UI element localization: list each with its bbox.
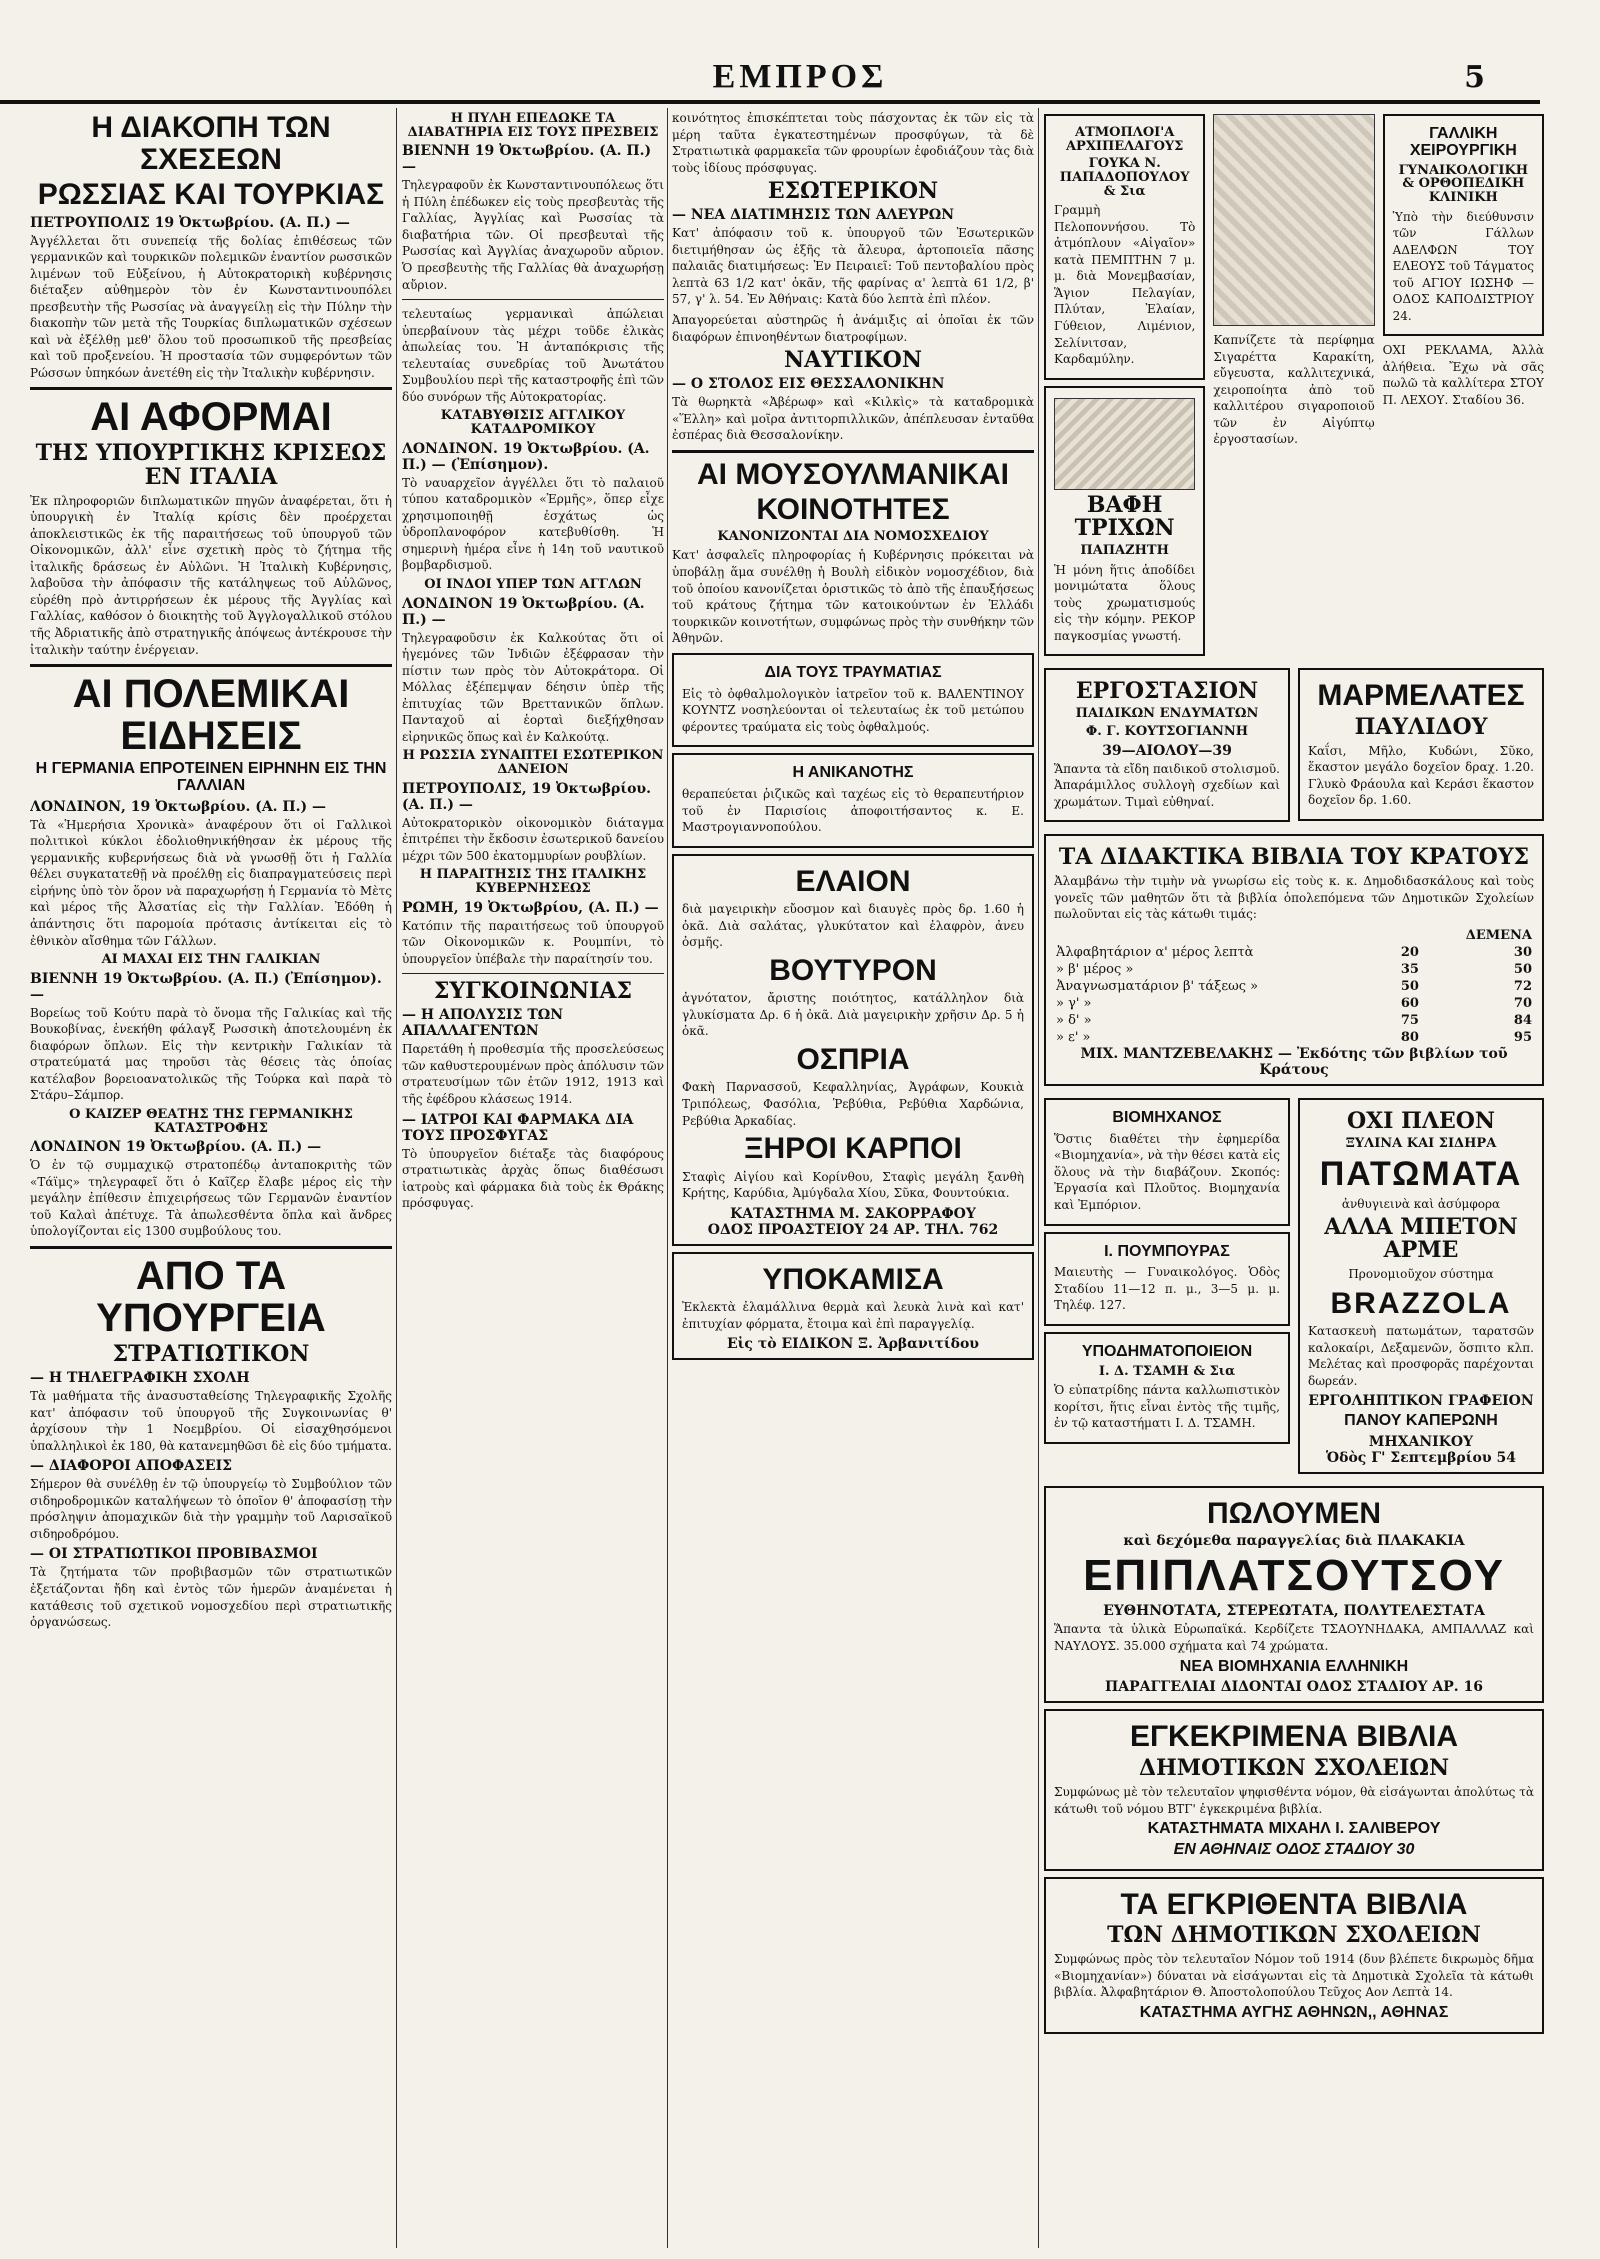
ad-shop: ΚΑΤΑΣΤΗΜΑ ΑΥΓΗΣ ΑΘΗΝΩΝ,, ΑΘΗΝΑΣ [1139,2003,1449,2021]
column-divider [667,108,668,2248]
table-header-cell: ΔΕΜΕΝΑ [1465,927,1532,943]
ad-title: ΑΛΛΑ ΜΠΕΤΟΝ ΑΡΜΕ [1324,1214,1518,1264]
ad-plakakia [1044,1486,1544,1703]
column-4-ads [1044,108,1544,2248]
ad-text: Συμφώνως μὲ τὸν τελευταῖον ψηφισθέντα νόμον, θὰ εἰσάγωνται ἀπολύτως τὰ κάτωθι τοῦ νόμου ΒΤΓ' ἐγκεκριμένα βιβλία. [1054,1784,1534,1816]
article-text: Βορείως τοῦ Κούτυ παρὰ τὸ ὄνομα τῆς Γαλικίας καὶ τῆς Βουκοβίνας, ἐνεκήθη φάλαγξ Ρωσσικὴ ἀποτελουμένη ἐκ διαφόρων ὅπλων. Εἰς τὴν κεντρικὴν Γαλικίαν τὰ στρατεύματά μας τηροῦσι τὰς θέσεις τὰς ὁποίας κατέλαβον βορειοανατολικῶς τῆς Τούρκα καὶ παρὰ τὸ Στάρυ–Σάμπορ. [30,1005,392,1103]
row-price-bound: 70 [1513,995,1532,1011]
subsection-title: — ΔΙΑΦΟΡΟΙ ΑΠΟΦΑΣΕΙΣ [30,1458,233,1475]
ad-subtitle: ΓΟΥΚΑ Ν. ΠΑΠΑΔΟΠΟΥΛΟΥ & Σια [1059,156,1190,199]
ad-subtitle: ΕΥΘΗΝΟΤΑΤΑ, ΣΤΕΡΕΩΤΑΤΑ, ΠΟΛΥΤΕΛΕΣΤΑΤΑ [1103,1603,1485,1620]
ad-text: Ἀλαμβάνω τὴν τιμὴν νὰ γνωρίσω εἰς τοὺς κ. κ. Δημοδιδασκάλους καὶ τοὺς γονεῖς τῶν μαθητῶν ὅτι τὰ βιβλία ὁπολεπόμενα τῶν Δημοτικῶν Σχολείων πωλοῦνται εἰς τὰς κάτωθι τιμάς: [1054,874,1534,922]
ad-ypodimatopoieion [1044,1332,1290,1444]
article-text: Ἀγγέλλεται ὅτι συνεπείᾳ τῆς δολίας ἐπιθέσεως τῶν γερμανικῶν καὶ τουρκικῶν πολεμικῶν ἐναντίον ρωσσικῶν λιμένων τοῦ Εὐξείνου, ἡ Αὐτοκρατορικὴ κυβέρνησις διέταξεν αὐθημερὸν τὸν ἐν Κωνσταντινουπόλει πρεσβευτὴν τῆς Ρωσσίας νὰ ἀναγγείλῃ εἰς τὴν Πύλην τὴν διακοπὴν τῶν μετὰ τῆς Τουρκίας διπλωματικῶν σχέσεων καὶ νὰ ἐξέλθῃ μεθ' ὅλου τοῦ προσωπικοῦ τῆς πρεσβείας καὶ τοῦ προξενείου. Ἡ προστασία τῶν συμφερόντων τῶν Ρώσσων ὑπηκόων ἀνετέθη εἰς τὴν Ἰταλικὴν κυβέρνησιν. [30,233,392,380]
ads-third-row [1044,1092,1544,1480]
section-stratiotikon: ΣΤΡΑΤΙΩΤΙΚΟΝ [112,1340,310,1367]
ad-galliki-kliniki [1383,114,1544,336]
row-price-bound: 50 [1513,961,1532,977]
dateline: ΛΟΝΔΙΝΟΝ. 19 Ὀκτωβρίου. (Α. Π.) — (Ἐπίσημον). [402,440,650,473]
subsection-title: — ΙΑΤΡΟΙ ΚΑΙ ΦΑΡΜΑΚΑ ΔΙΑ ΤΟΥΣ ΠΡΟΣΦΥΓΑΣ [402,1111,634,1144]
column-divider [396,108,397,2248]
ad-subtitle: ΠΑΥΛΙΔΟΥ [1354,713,1488,740]
column-divider [1038,108,1039,2248]
ad-didaktika-vivlia [1044,834,1544,1086]
ad-subtitle: ΔΗΜΟΤΙΚΩΝ ΣΧΟΛΕΙΩΝ [1138,1754,1450,1781]
ad-text: διὰ μαγειρικὴν εὔοσμον καὶ διαυγὲς πρὸς δρ. 1.60 ἡ ὀκᾶ. Διὰ σαλάτας, γλυκύτατον καὶ ἐλαφρὸν, ἀνευ ὀσμῆς. [682,902,1024,950]
table-header [1054,927,1534,944]
ad-text: Ἐκλεκτὰ ἐλαμάλλινα θερμὰ καὶ λευκὰ λινὰ καὶ κατ' ἐπιτυχίαν φόρματα, ἔτοιμα καὶ ἐπὶ παραγγελίᾳ. [682,1300,1024,1331]
article-text: κοινότητος ἐπισκέπτεται τοὺς πάσχοντας ἐκ τῶν εἰς τὰ μέρη ταῦτα ἐγκατεστημένων προσφύγων, τὰ δὲ Στρατιωτικὰ φαρμακεῖα τῶν φρουρίων ἐφοδιάζουν τὰς διὰ τοὺς ἰδίους πρόσφυγας. [672,111,1034,175]
ad-title: ΟΧΙ ΠΛΕΟΝ [1346,1107,1496,1134]
ad-big-word: ΕΠΙΠΛΑΤΣΟΥΤΣΟΥ [1083,1551,1505,1601]
woman-portrait-illustration [1054,398,1195,490]
dateline: ΛΟΝΔΙΝΟΝ 19 Ὀκτωβρίου. (Α. Π.) — [402,595,645,628]
ad-viomichanos [1044,1098,1290,1226]
article-text: Τὰ ζητήματα τῶν προβιβασμῶν τῶν στρατιωτικῶν ἐξετάζονται ἤδη καὶ ἐντὸς τῶν ἡμερῶν ἀναμένεται ἡ κατάθεσις τοῦ σχετικοῦ νομοσχεδίου περὶ στρατιωτικῆς ὀργανώσεως. [30,1565,392,1630]
headline-aformai: ΑΙ ΑΦΟΡΜΑΙ [90,395,332,440]
ad-ergostasion [1044,668,1290,822]
ad-text: Καΐσι, Μῆλο, Κυδώνι, Σῦκο, ἕκαστον μεγάλο δοχεῖον δραχ. 1.20. Γλυκὸ Φράουλα καὶ Κεράσι ἕκαστον δοχεῖον δρ. 1.60. [1308,743,1534,808]
article-text: Ἀπαγορεύεται αὐστηρῶς ἡ ἀνάμιξις αἱ ὁποῖαι ἐκ τῶν διαφόρων ἐπινοηθέντων διατροφίμων. [672,313,1034,344]
row-price-bound: 84 [1513,1012,1532,1028]
ad-address: ΟΔΟΣ ΠΡΟΑΣΤΕΙΟΥ 24 ΑΡ. ΤΗΛ. 762 [707,1221,999,1238]
ad-text: Κατασκευὴ πατωμάτων, ταρατσῶν καλοκαίρι, Δεξαμενῶν, ὅσπιτο κλπ. Μελέτας καὶ προσφορᾶς παρέχονται δωρεάν. [1308,1324,1534,1388]
section-rule [30,664,392,667]
ad-address: ΕΝ ΑΘΗΝΑΙΣ ΟΔΟΣ ΣΤΑΔΙΟΥ 30 [1173,1840,1415,1858]
article-text: τελευταίως γερμανικαὶ ἀπώλειαι ὑπερβαίνουν τὰς μέχρι τοῦδε ἐλικὰς ἀπωλείας του. Ἡ ἀνταπόκρισις τῆς τελευταίας συνεδρίας τοῦ Ἀνωτάτου Συμβουλίου περὶ τῆς καταστροφῆς ἐπὶ τῶν δύο συνόρων τῆς Αὐτοκρατορίας. [402,307,664,404]
cigarette-ad-illustration [1213,114,1374,326]
headline-kanonizontai: ΚΑΝΟΝΙΖΟΝΤΑΙ ΔΙΑ ΝΟΜΟΣΧΕΔΙΟΥ [717,528,989,544]
row-price: 50 [1400,978,1419,994]
dateline: ΠΕΤΡΟΥΠΟΛΙΣ, 19 Ὀκτωβρίου. (Α. Π.) — [402,780,652,813]
table-row [1054,978,1534,995]
dateline: ΠΕΤΡΟΥΠΟΛΙΣ 19 Ὀκτωβρίου. (Α. Π.) — [30,214,350,231]
ad-title: ΤΑ ΕΓΚΡΙΘΕΝΤΑ ΒΙΒΛΙΑ [1120,1887,1468,1921]
ad-text: Φακὴ Παρνασσοῦ, Κεφαλληνίας, Ἀγράφων, Κουκιὰ Τριπόλεως, Φασόλια, Ῥεβύθια, Ρεβύθια Χαρδώνια, Ρεβύθια Ἀρκαδίας. [682,1080,1024,1128]
ad-egkrithenta-vivlia [1044,1877,1544,2034]
headline-ypourgeia: ΑΠΟ ΤΑ ΥΠΟΥΡΓΕΙΑ [96,1253,326,1340]
article-text: Τὰ «Ἡμερήσια Χρονικὰ» ἀναφέρουν ὅτι οἱ Γαλλικοὶ πολιτικοὶ κύκλοι ἐδολιοθηνικήθησαν ἐκ μέρους τῆς γερμανικῆς κυβερνήσεως διὰ νὰ γνωσθῇ ὅτι ἡ Γαλλία θέλει συγκατατεθῇ νὰ προέλθῃ εἰς διαπραγματεύσεις περὶ εἰρήνης ὑπὸ τὸν ὅρον νὰ παραχωρήσῃ ἡ Γερμανία τὸ Μὲτς καὶ μέρος τῆς Ἀλσατίας εἰς τὴν Γαλλίαν. Ἐδόθη ἡ ἀπάντησις ὅτι παρομοία πρότασις ἀντίκειται εἰς τὸ ἐθνικὸν αἴσθημα τῶν Γάλλων. [30,817,392,948]
price-table [1054,927,1534,1046]
article-text: Παρετάθη ἡ προθεσμία τῆς προσελεύσεως τῶν καθυστερουμένων πρὸς ἀπόλυσιν τῶν στρατευσίμων τῶν ἐτῶν 1912, 1913 καὶ τῆς ἐφέδρου κλάσεως 1914. [402,1042,664,1106]
subheadline: Ο ΚΑΙΖΕΡ ΘΕΑΤΗΣ ΤΗΣ ΓΕΡΜΑΝΙΚΗΣ ΚΑΤΑΣΤΡΟΦΗΣ [69,1106,353,1136]
ad-text: Ἅπαντα τὰ ὑλικὰ Εὐρωπαϊκά. Κερδίζετε ΤΣΑΟΥΝΗΔΑΚΑ, ΑΜΠΑΛΛΑΖ καὶ ΝΑΥΛΟΥΣ. 35.000 σχήματα καὶ 74 χρώματα. [1054,1622,1534,1654]
ad-text: ἀγνότατον, ἄριστης ποιότητος, κατάλληλον διὰ γλυκίσματα Δρ. 6 ἡ ὀκᾶ. Διὰ μαγειρικὴν χρῆσιν Δρ. 5 ἡ ὀκᾶ. [682,991,1024,1039]
ad-title: ΞΗΡΟΙ ΚΑΡΠΟΙ [744,1132,962,1166]
ad-title: ΕΡΓΟΣΤΑΣΙΟΝ [1075,678,1259,705]
headline-diakopi: Η ΔΙΑΚΟΠΗ ΤΩΝ ΣΧΕΣΕΩΝ [91,111,331,176]
headline-diakopi-sub: ΡΩΣΣΙΑΣ ΚΑΙ ΤΟΥΡΚΙΑΣ [37,178,385,211]
column-2 [402,108,664,2248]
table-row [1054,961,1534,978]
ad-title: ΒΑΦΗ ΤΡΙΧΩΝ [1074,491,1175,541]
ad-anikanotis [672,753,1034,847]
article-text: Κατ' ἀσφαλεῖς πληροφορίας ἡ Κυβέρνησις πρόκειται νὰ ὑποβάλῃ ἅμα συνέλθῃ ἡ Βουλὴ εἰδικὸν νομοσχέδιον, διὰ τοῦ ὁποίου κανονίζεται ὁριστικῶς τὸ ἀπὸ τῆς ἐπαυξήσεως τοῦ κράτους ζήτημα τῶν κατοικούντων ἐν Ἑλλάδι τουρκικῶν κοινοτήτων, συμφώνως πρὸς τὴν συνθήκην τῶν Ἀθηνῶν. [672,548,1034,646]
row-price: 60 [1400,995,1419,1011]
ad-text: Καπνίζετε τὰ περίφημα Σιγαρέττα Καρακίτη, εὔγευστα, καλλιτεχνικά, χειροποίητα ἀπὸ τοῦ καλλιτέρου σιγαροποιοῦ τῶν ἐν Αἰγύπτῳ ἐργοστασίων. [1213,333,1375,447]
ad-text: Σταφὶς Αἰγίου καὶ Κορίνθου, Σταφὶς μεγάλη ξανθὴ Κρήτης, Καρύδια, Ἀμύγδαλα Χίου, Σῦκα, Φουντούκια. [682,1169,1024,1201]
ad-subtitle: ΠΑΠΑΖΗΤΗ [1080,542,1169,558]
subheadline: ΑΙ ΜΑΧΑΙ ΕΙΣ ΤΗΝ ΓΑΛΙΚΙΑΝ [101,952,321,968]
ad-text: Ὑπὸ τὴν διεύθυνσιν τῶν Γάλλων ΑΔΕΛΦΩΝ ΤΟΥ ΕΛΕΟΥΣ τοῦ Τάγματος τοῦ ΑΓΙΟΥ ΙΩΣΗΦ — ΟΔΟΣ ΚΑΠΟΔΙΣΤΡΙΟΥ 24. [1392,209,1534,323]
ad-vafi-trichon [1044,386,1205,657]
ad-title: ΒΙΟΜΗΧΑΝΟΣ [1112,1108,1222,1126]
page-number: 5 [1464,60,1485,95]
row-price-bound: 30 [1513,944,1532,960]
subsection-title: — Η ΑΠΟΛΥΣΙΣ ΤΩΝ ΑΠΑΛΛΑΓΕΝΤΩΝ [402,1007,564,1040]
ads-second-row [1044,662,1544,828]
ad-shop: ΚΑΤΑΣΤΗΜΑΤΑ ΜΙΧΑΗΛ Ι. ΣΑΛΙΒΕΡΟΥ [1147,1820,1441,1838]
ad-footer: ΠΑΡΑΓΓΕΛΙΑΙ ΔΙΔΟΝΤΑΙ ΟΔΟΣ ΣΤΑΔΙΟΥ ΑΡ. 16 [1105,1679,1483,1696]
section-sygkoinonias: ΣΥΓΚΟΙΝΩΝΙΑΣ [433,978,633,1005]
ad-subtitle: ΤΩΝ ΔΗΜΟΤΙΚΩΝ ΣΧΟΛΕΙΩΝ [1107,1922,1481,1949]
notice-traumatias [672,653,1034,747]
article-text: Σήμερον θὰ συνέλθῃ ἐν τῷ ὑπουργείῳ τὸ Συμβούλιον τῶν σιδηροδρομικῶν καταλήψεων τὸ ὁποῖον θ' ἀποφασίσῃ τὴν πρόσληψιν ἀπομαχικῶν διὰ τὴν γραμμὴν τοῦ Λαρισαϊκοῦ σιδηροδρόμου. [30,1477,392,1541]
section-rule [30,387,392,390]
ad-title: ΜΑΡΜΕΛΑΤΕΣ [1317,679,1525,713]
ad-title: ΓΑΛΛΙΚΗ ΧΕΙΡΟΥΡΓΙΚΗ [1409,125,1517,159]
ad-role: ΜΗΧΑΝΙΚΟΥ [1368,1433,1474,1450]
notice-text: Εἰς τὸ ὀφθαλμολογικὸν ἰατρεῖον τοῦ κ. ΒΑΛΕΝΤΙΝΟΥ ΚΟΥΝΤΖ νοσηλεύονται οἱ τελευταίως ἐκ τοῦ μετώπου φέροντες τραύματα εἰς τοὺς ὀφθαλμούς. [682,686,1024,734]
section-rule [672,450,1034,453]
row-price: 35 [1400,961,1419,977]
table-row [1054,1012,1534,1029]
ad-text: Μαιευτὴς — Γυναικολόγος. Ὁδὸς Σταδίου 11—12 π. μ., 3—5 μ. μ. Τηλέφ. 127. [1054,1265,1280,1313]
column-3 [672,108,1034,2248]
ad-text: Συμφώνως πρὸς τὸν τελευταῖον Νόμον τοῦ 1914 (δυν βλέπετε δικρωμὸς δῆμα «Βιομηχανίαν») δύναται νὰ εἰσάγωνται εἰς τὰ Δημοτικὰ Σχολεῖα τὰ κάτωθι βιβλία. Ἀλφαβητάριον Θ. Ἀποστολοπούλου Τεῦχος Αον Λεπτὰ 14. [1054,1952,1534,2000]
ad-title: ΑΤΜΟΠΛΟΙ'Α ΑΡΧΙΠΕΛΑΓΟΥΣ [1065,125,1184,154]
subsection-title: — ΟΙ ΣΤΡΑΤΙΩΤΙΚΟΙ ΠΡΟΒΙΒΑΣΜΟΙ [30,1546,318,1563]
row-label: » β' μέρος » [1056,961,1134,977]
headline-paraitisis: Η ΠΑΡΑΙΤΗΣΙΣ ΤΗΣ ΙΤΑΛΙΚΗΣ ΚΥΒΕΡΝΗΣΕΩΣ [419,867,647,896]
row-price: 80 [1400,1029,1419,1045]
headline-koinotites: ΚΟΙΝΟΤΗΤΕΣ [756,493,950,527]
dateline: ΛΟΝΔΙΝΟΝ, 19 Ὀκτωβρίου. (Α. Π.) — [30,798,327,815]
ad-atmoploia [1044,114,1205,380]
dateline: ΒΙΕΝΝΗ 19 Ὀκτωβρίου. (Α. Π.) (Ἐπίσημον). — [30,970,382,1003]
ad-subtitle: ΠΑΙΔΙΚΩΝ ΕΝΔΥΜΑΤΩΝ [1075,706,1259,722]
row-price-bound: 95 [1513,1029,1532,1045]
row-label: Ἀναγνωσματάριον β' τάξεως » [1056,978,1259,994]
table-row [1054,944,1534,961]
ad-subtitle: ΞΥΛΙΝΑ ΚΑΙ ΣΙΔΗΡΑ [1345,1136,1497,1152]
ad-title: ΟΣΠΡΙΑ [796,1042,910,1076]
ad-marmelates [1298,668,1544,821]
article-text: Ὁ ἐν τῷ συμμαχικῷ στρατοπέδῳ ἀνταποκριτὴς τῶν «Τάϊμς» τηλεγραφεῖ ὅτι ὁ Καῖζερ ἔλαβε μέρος εἰς τὴν μεγάλην ἐπίθεσιν ἐπιχειρήσεως τῶν Γερμανῶν ἐναντίον τοῦ Καλαὶ ἀπέτυχε. Τὰ ἀπωλεσθέντα ὅπλα καὶ ἄνδρες ὑπολογίζονται εἰς 1300 συμβούλους του. [30,1158,392,1239]
ad-subtitle: ΓΥΝΑΙΚΟΛΟΓΙΚΗ & ΟΡΘΟΠΕΔΙΚΗ ΚΛΙΝΙΚΗ [1398,162,1529,205]
ad-patomata [1298,1098,1544,1474]
masthead-rule [0,100,1540,104]
table-row [1054,995,1534,1012]
article-text: Τὸ ναυαρχεῖον ἀγγέλλει ὅτι τὸ παλαιοῦ τύπου καταδρομικὸν «Ἑρμῆς», ὅπερ εἶχε χρησιμοποιηθῇ ἐσχάτως ὡς ὑδροπλανοφόρον κατεβυθίσθη. Ἡ σημερινὴ ἡμέρα εἶνε ἡ 14η τοῦ ναυτικοῦ βομβαρδισμοῦ. [402,475,664,573]
row-price-bound: 72 [1513,978,1532,994]
ad-title: ΥΠΟΔΗΜΑΤΟΠΟΙΕΙΟΝ [1081,1342,1253,1360]
ad-text: Ἡ μόνη ἥτις ἀποδίδει μονιμώτατα ὅλους τοὺς χρωματισμούς εἰς τὴν κόμην. ΡΕΚΟΡ παγκοσμίας γνωστή. [1054,562,1196,643]
ad-subtitle: Προνομιοῦχον σύστημα [1348,1267,1494,1282]
article-text: Τὰ θωρηκτὰ «Ἀβέρωφ» καὶ «Κιλκὶς» τὰ καταδρομικὰ «Ἕλλη» καὶ μοῖρα ἀντιτορπιλλικῶν, ἀπέπλευσαν ἐνταῦθα ἐσπέρας διὰ Θεσσαλονίκην. [672,395,1034,443]
ad-shop: ΚΑΤΑΣΤΗΜΑ Μ. ΣΑΚΟΡΡΑΦΟΥ [730,1205,976,1222]
ad-food-store [672,854,1034,1246]
headline-katavythisis: ΚΑΤΑΒΥΘΙΣΙΣ ΑΓΓΛΙΚΟΥ ΚΑΤΑΔΡΟΜΙΚΟΥ [440,408,626,438]
ad-title: ΒΟΥΤΥΡΟΝ [769,953,937,987]
ad-title: ΤΑ ΔΙΔΑΚΤΙΚΑ ΒΙΒΛΙΑ ΤΟΥ ΚΡΑΤΟΥΣ [1058,844,1530,871]
row-label: » δ' » [1056,1012,1092,1028]
ad-subtitle: Ι. Δ. ΤΣΑΜΗ & Σια [1098,1363,1236,1379]
article-text: Τὸ ὑπουργεῖον διέταξε τὰς διαφόρους στρατιωτικὰς ἀρχὰς ὅπως διαθέσωσι ἰατροὺς καὶ φάρμακα διὰ τοὺς ἐκ Θράκης πρόσφυγας. [402,1146,664,1211]
section-rule [30,1246,392,1249]
ad-poumpouras [1044,1232,1290,1326]
ad-text: ΟΧΙ ΡΕΚΛΑΜΑ, Ἀλλὰ ἀλήθεια. Ἔχω νὰ σᾶς πωλῶ τὰ καλλίτερα ΣΤΟΥ Π. ΛΕΧΟΥ. Σταδίου 36. [1382,343,1544,407]
article-text: Τὰ μαθήματα τῆς ἀνασυσταθείσης Τηλεγραφικῆς Σχολῆς κατ' ἀπόφασιν τοῦ ὑπουργοῦ τῆς Συγκοινωνίας θ' ἀρχίσουν τὴν 1 Νοεμβρίου. Οἱ εἰσαχθησόμενοι ὑπαλληλικοὶ ἐκ 180, θὰ κατανεμηθῶσι δὲ εἰς δύο τμήματα. [30,1389,392,1453]
row-label: » γ' » [1056,995,1092,1011]
headline-mousoulmanikai: ΑΙ ΜΟΥΣΟΥΛΜΑΝΙΚΑΙ [697,457,1009,491]
ad-office: ΕΡΓΟΛΗΠΤΙΚΟΝ ΓΡΑΦΕΙΟΝ [1308,1393,1534,1410]
ad-address: Ὁδὸς Γ' Σεπτεμβρίου 54 [1326,1449,1516,1466]
section-naftikon: ΝΑΥΤΙΚΟΝ [784,347,922,374]
dateline: ΒΙΕΝΝΗ 19 Ὀκτωβρίου. (Α. Π.) — [402,143,652,176]
ad-shop: Εἰς τὸ ΕΙΔΙΚΟΝ Ξ. Ἀρβανιτίδου [726,1336,980,1353]
ad-text: θεραπεύεται ῥιζικῶς καὶ ταχέως εἰς τὸ θεραπευτήριον τοῦ ἐν Παρισίοις ἀποφοιτήσαντος κ. Ε. Μαστρογιαννοπούλου. [682,787,1024,835]
article-text: Αὐτοκρατορικὸν οἰκονομικὸν διάταγμα ἐπιτρέπει τὴν ἔκδοσιν ἐσωτερικοῦ δανείου μέχρι τῶν 500 ἑκατομμυρίων ρουβλίων. [402,815,664,863]
article-text: Ἐκ πληροφοριῶν διπλωματικῶν πηγῶν ἀναφέρεται, ὅτι ἡ ὑπουργικὴ ἐν Ἰταλίᾳ κρίσις δὲν προέρχεται ἀποκλειστικῶς ἐκ τῆς παραιτήσεως τοῦ ὑπουργοῦ τῶν Οἰκονομικῶν, ἀλλ' εἶνε σχετικὴ πρὸς τὸ ζήτημα τῆς ἰταλικῆς δράσεως ἐν Αὐλῶνι. Ἡ Ἰταλικὴ Κυβέρνησις, λαβοῦσα τὴν ἀπόφασιν τῆς κατάληψεως τοῦ Αὐλῶνος, εὑρέθη πρὸ ἀντιρρήσεων ἐκ μέρους τῆς Ἀγγλίας καὶ Γαλλίας, καθόσον ὁ διοικητὴς τοῦ Ἀγγλογαλλικοῦ στόλου τῆς Ἀδριατικῆς ἀπὸ στρατηγικῆς ἀπόψεως ἀντέκρουσε τὴν ἰταλικὴν ταύτην ἐνέργειαν. [30,493,392,657]
row-price: 20 [1400,944,1419,960]
article-text: Τηλεγραφοῦσιν ἐκ Καλκούτας ὅτι οἱ ἡγεμόνες τῶν Ἰνδιῶν ἐξέφρασαν τὴν πίστιν των πρὸς τὸν Αὐτοκράτορα. Οἱ Μόλλας ἐξέπεμψαν δέησιν ὑπὲρ τῆς ἐπιτυχίας τῶν Βρεττανικῶν ὅπλων. Πανταχοῦ αἱ ἑορταὶ διεξήχθησαν εἰρηνικῶς ὅπως καὶ ἐν Καλκούτᾳ. [402,630,664,744]
headline-indoi: ΟΙ ΙΝΔΟΙ ΥΠΕΡ ΤΩΝ ΑΓΓΛΩΝ [424,576,642,592]
subsection-title: — Η ΤΗΛΕΓΡΑΦΙΚΗ ΣΧΟΛΗ [30,1370,250,1387]
subsection-title: — ΝΕΑ ΔΙΑΤΙΜΗΣΙΣ ΤΩΝ ΑΛΕΥΡΩΝ [672,207,954,224]
row-label: Ἀλφαβητάριον α' μέρος λεπτὰ [1056,944,1254,960]
article-text: Κατ' ἀπόφασιν τοῦ κ. ὑπουργοῦ τῶν Ἐσωτερικῶν διετιμήθησαν ὡς ἑξῆς τὰ ἄλευρα, ἀρτοποιεῖα πᾶσης παλαιᾶς διατιμήσεως: Ἐν Πειραιεῖ: Τοῦ πεντοβαλίου πρὸς λεπτὰ 63 1/2 κατ' ὀκᾶν, τῆς φαρίνας α' λεπτὰ 61 1/2, β' 57, γ' λ. 54. Ἐν Ἀθήναις: Κατὰ δύο λεπτὰ ἐπὶ πλέον. [672,226,1034,307]
headline-daneion: Η ΡΩΣΣΙΑ ΣΥΝΑΠΤΕΙ ΕΣΩΤΕΡΙΚΟΝ ΔΑΝΕΙΟΝ [402,748,664,778]
section-esoterikon: ΕΣΩΤΕΡΙΚΟΝ [767,178,939,205]
dateline: ΡΩΜΗ, 19 Ὀκτωβρίου, (Α. Π.) — [402,899,659,916]
ad-title: Η ΑΝΙΚΑΝΟΤΗΣ [792,764,914,782]
article-text: Τηλεγραφοῦν ἐκ Κωνσταντινουπόλεως ὅτι ἡ Πύλη ἐπέδωκεν εἰς τοὺς πρεσβευτὰς τῆς Γαλλίας, Ἀγγλίας καὶ Ρωσσίας τὰ διαβατήρια τῶν. Οἱ πρεσβευταὶ τῆς Ρωσσίας καὶ Ἀγγλίας ἀναχωροῦν αὔριον. Ὁ πρεσβευτὴς τῆς Γαλλίας θὰ ἀναχωρήσῃ αὔριον. [402,178,664,292]
ad-address: 39—ΑΙΟΛΟΥ—39 [1102,742,1232,759]
ad-text: Ὅστις διαθέτει τὴν ἐφημερίδα «Βιομηχανία», νὰ τὴν θέσει κατὰ εἰς ὅλους νὰ τὴν διαβάζουν. Σκοπός: Ἐργασία καὶ Πλοῦτος. Βιομηχανία καὶ Ἐμπόριον. [1054,1131,1280,1212]
ad-title: ΕΛΑΙΟΝ [795,864,911,898]
table-row [1054,1029,1534,1046]
ad-name: ΠΑΝΟΥ ΚΑΠΕΡΩΝΗ [1344,1412,1498,1430]
ad-text: Γραμμὴ Πελοποννήσου. Τὸ ἀτμόπλουν «Αἰγαῖον» κατὰ ΠΕΜΠΤΗΝ 7 μ. μ. διὰ Μονεμβασίαν, Ἅγιον Πελαγίαν, Πλύταν, Ἐλαίαν, Γύθειον, Λιμένιον, Σελίνιτσαν, Καρδαμύλην. [1054,203,1196,367]
newspaper-title: ΕΜΠΡΟΣ [712,58,888,95]
headline-aformai-sub: ΤΗΣ ΥΠΟΥΡΓΙΚΗΣ ΚΡΙΣΕΩΣ ΕΝ ΙΤΑΛΙΑ [35,440,387,490]
masthead [0,0,1600,100]
ad-egkekrimena-vivlia [1044,1709,1544,1870]
notice-title: ΔΙΑ ΤΟΥΣ ΤΡΑΥΜΑΤΙΑΣ [764,663,942,681]
ad-signature: ΜΙΧ. ΜΑΝΤΖΕΒΕΛΑΚΗΣ — Ἐκδότης τῶν βιβλίων τοῦ Κράτους [1080,1045,1508,1078]
ad-title: ΕΓΚΕΚΡΙΜΕΝΑ ΒΙΒΛΙΑ [1129,1720,1459,1754]
ad-title: ΠΩΛΟΥΜΕΝ [1206,1496,1382,1530]
ad-subtitle: ἀνθυγιεινὰ καὶ ἀσύμφορα [1341,1196,1501,1211]
article-text: Κατόπιν τῆς παραιτήσεως τοῦ ὑπουργοῦ τῶν Οἰκονομικῶν κ. Ρουμπίνι, τὸ ὑπουργεῖον ὑπέβαλε τὴν παραίτησίν του. [402,918,664,966]
row-label: » ε' » [1056,1029,1091,1045]
headline-polemikai: ΑΙ ΠΟΛΕΜΙΚΑΙ ΕΙΔΗΣΕΙΣ [72,672,350,759]
section-rule [402,299,664,300]
ad-brand: BRAZZOLA [1330,1287,1512,1320]
ad-footer: ΝΕΑ ΒΙΟΜΗΧΑΝΙΑ ΕΛΛΗΝΙΚΗ [1179,1657,1409,1675]
ad-title: ΥΠΟΚΑΜΙΣΑ [762,1262,944,1296]
ad-ypokamisa [672,1252,1034,1361]
dateline: ΛΟΝΔΙΝΟΝ 19 Ὀκτωβρίου. (Α. Π.) — [30,1139,322,1156]
ads-top-row [1044,108,1544,662]
ad-text: Ἅπαντα τὰ εἴδη παιδικοῦ στολισμοῦ. Ἀπαράμιλλος συλλογὴ σχεδίων καὶ χρωμάτων. Τιμαὶ εὐθηναί. [1054,761,1280,809]
ad-subtitle: Φ. Γ. ΚΟΥΤΣΟΓΙΑΝΝΗ [1085,723,1249,739]
ad-text: Ὁ εὐπατρίδης πάντα καλλωπιστικὸν κορίτσι, ἥτις εἶναι ἐντὸς τῆς τιμῆς, ἐν τῷ καταστήματι Ι. Δ. ΤΣΑΜΗ. [1054,1383,1280,1431]
subsection-title: — Ο ΣΤΟΛΟΣ ΕΙΣ ΘΕΣΣΑΛΟΝΙΚΗΝ [672,376,945,393]
ad-title: Ι. ΠΟΥΜΠΟΥΡΑΣ [1104,1242,1230,1260]
headline-pyli: Η ΠΥΛΗ ΕΠΕΔΩΚΕ ΤΑ ΔΙΑΒΑΤΗΡΙΑ ΕΙΣ ΤΟΥΣ ΠΡΕΣΒΕΙΣ [407,111,659,140]
section-rule [402,973,664,974]
column-1 [30,108,392,2248]
ad-big-word: ΠΑΤΩΜΑΤΑ [1319,1154,1523,1193]
row-price: 75 [1400,1012,1419,1028]
headline-polemikai-sub: Η ΓΕΡΜΑΝΙΑ ΕΠΡΟΤΕΙΝΕΝ ΕΙΡΗΝΗΝ ΕΙΣ ΤΗΝ ΓΑΛΛΙΑΝ [35,760,387,794]
ad-subtitle: καὶ δεχόμεθα παραγγελίας διὰ ΠΛΑΚΑΚΙΑ [1123,1533,1465,1550]
